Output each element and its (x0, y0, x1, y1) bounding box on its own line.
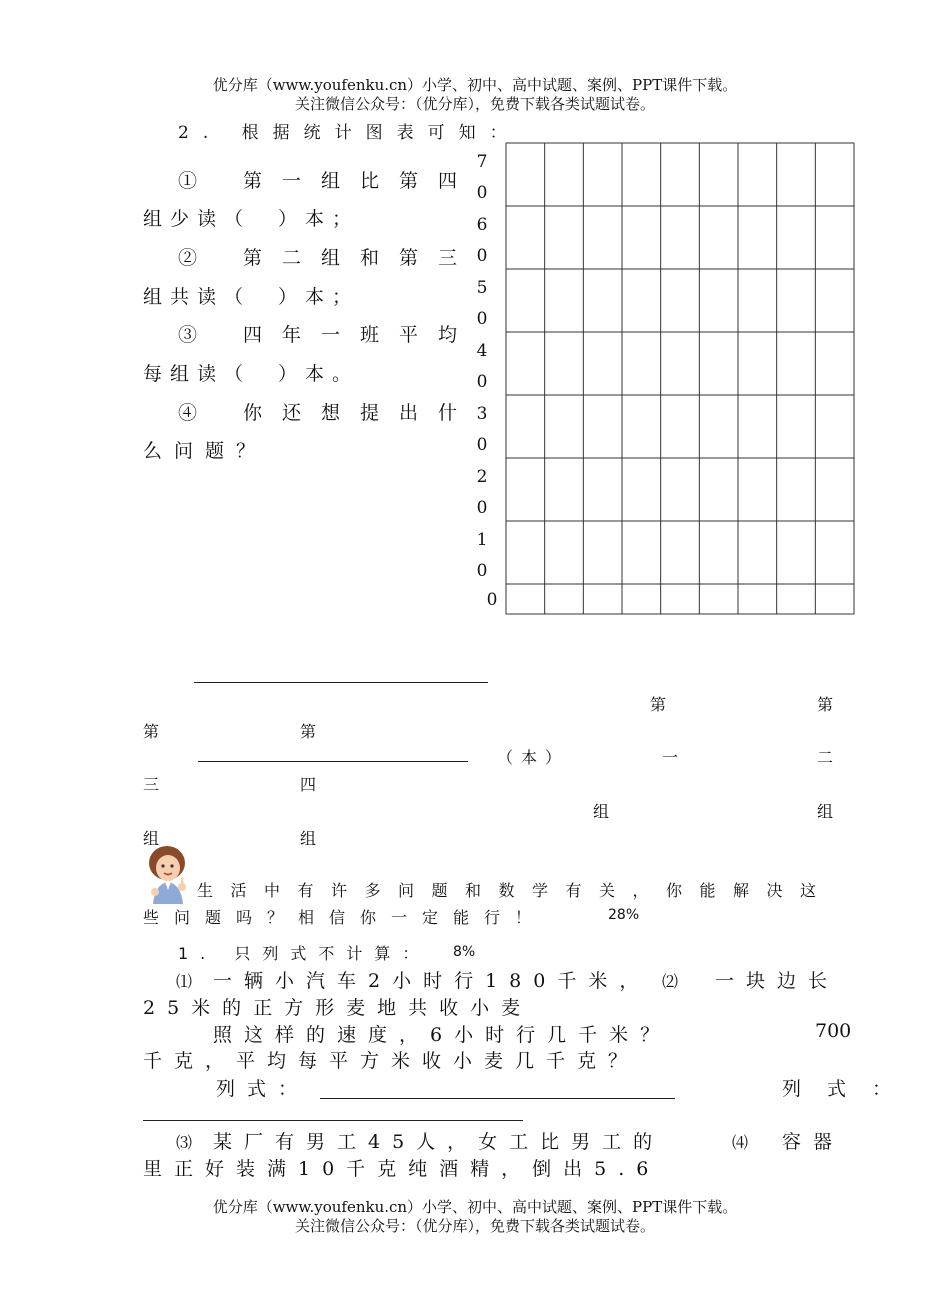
section3-title: 1. 只列式不计算： (178, 944, 431, 963)
y-tick-label: 3 (476, 404, 488, 424)
question-1a: ① 第一组比第四 (178, 170, 478, 192)
problem-3-text-a: 某厂有男工45人，女工比男工的 (213, 1131, 665, 1153)
y-tick-label: 0 (476, 435, 488, 455)
group1-label-top: 第 (650, 695, 667, 714)
y-tick-label: 0 (476, 309, 488, 329)
y-tick-label: 0 (476, 372, 488, 392)
y-tick-label: 4 (476, 341, 488, 361)
section2-title: 2. 根据统计图表可知： (178, 123, 521, 143)
question-3a: ③ 四年一班平均 (178, 324, 478, 346)
group2-label-top: 第 (817, 695, 834, 714)
y-tick-label: 0 (476, 561, 488, 581)
intro-line-a: 生活中有许多问题和数学有关，你能解决这 (197, 881, 834, 900)
formula-blank-2[interactable] (143, 1120, 523, 1121)
problem-2-text-d: 千克，平均每平方米收小麦几千克？ (143, 1050, 640, 1072)
y-tick-label: 1 (476, 530, 488, 550)
group1-label-mid: 一 (662, 748, 679, 767)
problem-2-text-a: 一块边长 (715, 970, 840, 992)
problem-3-number: ⑶ (176, 1133, 193, 1152)
unit-label: （本） (497, 748, 570, 767)
group4-label-bot: 组 (300, 829, 317, 848)
intro-score: 28% (608, 907, 640, 923)
header-line-1: 优分库（www.youfenku.cn）小学、初中、高中试题、案例、PPT课件下载。 (212, 76, 738, 94)
problem-2-number: ⑵ (662, 972, 679, 991)
group2-label-mid: 二 (817, 748, 834, 767)
problem-4-number: ⑷ (732, 1133, 749, 1152)
group3-label-mid: 三 (143, 775, 160, 794)
formula-label-1: 列式： (216, 1078, 310, 1100)
question-4b: 么问题？ (143, 440, 268, 462)
group1-label-bot: 组 (593, 802, 610, 821)
bar-chart-grid (505, 142, 855, 616)
y-tick-label: 6 (476, 215, 488, 235)
question-2a: ② 第二组和第三 (178, 247, 478, 269)
answer-line-2 (198, 761, 468, 762)
intro-line-b: 些问题吗？相信你一定能行！ (143, 908, 547, 927)
y-tick-label: 0 (476, 246, 488, 266)
y-tick-label: 7 (476, 152, 488, 172)
problem-1-number: ⑴ (176, 972, 193, 991)
group3-label-bot: 组 (143, 829, 160, 848)
question-1b: 组少读（ ）本； (143, 208, 360, 230)
section3-score: 8% (453, 944, 476, 960)
header-line-2: 关注微信公众号：（优分库），免费下载各类试题试卷。 (294, 95, 655, 113)
problem-2-text-b: 25米的正方形麦地共收小麦 (143, 997, 533, 1019)
formula-label-2: 列式： (782, 1078, 918, 1100)
footer-line-2: 关注微信公众号：（优分库），免费下载各类试题试卷。 (294, 1217, 655, 1235)
question-3b: 每组读（ ）本。 (143, 363, 360, 385)
footer-line-1: 优分库（www.youfenku.cn）小学、初中、高中试题、案例、PPT课件下载。 (212, 1198, 738, 1216)
group4-label-mid: 四 (300, 775, 317, 794)
y-tick-label: 0 (476, 498, 488, 518)
teacher-illustration (143, 842, 193, 908)
y-tick-label: 0 (476, 183, 488, 203)
problem-4-text-a: 容器 (782, 1131, 845, 1153)
problem-2-text-c: 700 (815, 1020, 852, 1042)
y-tick-label: 2 (476, 467, 488, 487)
answer-line-1 (194, 682, 488, 683)
group4-label-top: 第 (300, 722, 317, 741)
question-2b: 组共读（ ）本； (143, 286, 360, 308)
problem-4-text-b: 里正好装满10千克纯酒精，倒出5.6 (143, 1158, 661, 1180)
question-4a: ④ 你还想提出什 (178, 402, 478, 424)
problem-1-text-b: 照这样的速度，6小时行几千米？ (213, 1024, 672, 1046)
group3-label-top: 第 (143, 722, 160, 741)
problem-1-text-a: 一辆小汽车2小时行180千米， (213, 970, 651, 992)
formula-blank-1[interactable] (320, 1098, 675, 1099)
y-tick-label: 5 (476, 278, 488, 298)
group2-label-bot: 组 (817, 802, 834, 821)
y-tick-label: 0 (486, 590, 498, 610)
